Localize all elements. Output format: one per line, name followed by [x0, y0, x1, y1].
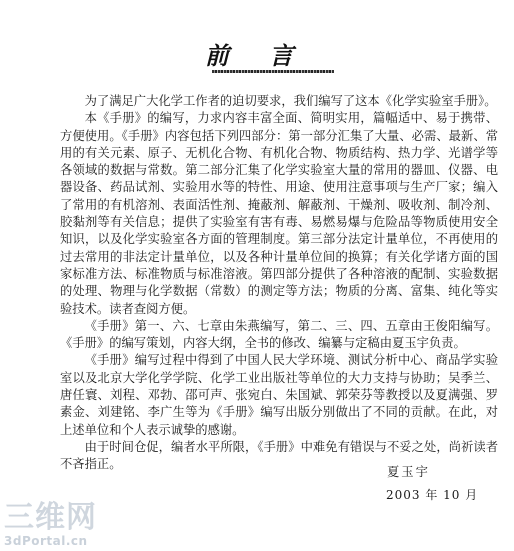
paragraph-authors: 《手册》第一、六、七章由朱燕编写，第二、三、四、五章由王俊阳编写。《手册》的编写策划，内容大纲，全书的修改、编纂与定稿由夏玉宇负责。: [60, 318, 498, 351]
author-signature: 夏玉宇: [387, 465, 430, 479]
preface-body: [60, 93, 498, 474]
site-watermark: [0, 500, 110, 550]
paragraph-contents: 本《手册》的编写，力求内容丰富全面、简明实用，篇幅适中、易于携带、方便使用。《手册》内容包括下列四部分：第一部分汇集了大量、必需、最新、常用的有关元素、原子、无机化合物、有机化合物、物质结构、热力学、光谱学等各领域的数据与常数。第二部分汇集了化学实验室大量的常用的器皿、仪器、电器设备、药品试剂、实验用水等的特性、用途、使用注意事项与生产厂家；编入了常用的有机溶剂、表面活性剂、掩蔽剂、解蔽剂、干燥剂、吸收剂、制冷剂、胶黏剂等有关信息；提供了实验室有害有毒、易燃易爆与危险品等物质使用安全知识，以及化学实验室各方面的管理制度。第三部分法定计量单位，不再使用的过去常用的非法定计量单位，以及各种计量单位间的换算；有关化学诸方面的国家标准方法、标准物质与标准溶液。第四部分提供了各种溶液的配制、实验数据的处理、物理与化学数据（常数）的测定等方法；物质的分离、富集、纯化等实验技术。读者查阅方便。: [60, 111, 498, 316]
paragraph-intro: 为了满足广大化学工作者的迫切要求，我们编写了这本《化学实验室手册》。: [84, 94, 497, 108]
paragraph-acknowledgements: 《手册》编写过程中得到了中国人民大学环境、测试分析中心、商品学实验室以及北京大学化学学院、化学工业出版社等单位的大力支持与协助；吴季兰、唐任寰、刘程、邓勃、邵可声、张宛白、朱国斌、郭荣芬等教授以及夏满强、罗素金、刘建铭、李广生等为《手册》编写出版分别做出了不同的贡献。在此，对上述单位和个人表示诚挚的感谢。: [60, 353, 498, 437]
title-underline: [212, 70, 334, 73]
watermark-url: 3dPortal.cn: [4, 534, 88, 548]
paragraph-closing: 由于时间仓促，编者水平所限，《手册》中难免有错误与不妥之处，尚祈读者不吝指正。: [60, 439, 498, 472]
preface-date: 2003 年 10 月: [386, 488, 479, 502]
page-title: 前 言: [204, 42, 310, 70]
watermark-logo: 三维网: [4, 500, 97, 535]
